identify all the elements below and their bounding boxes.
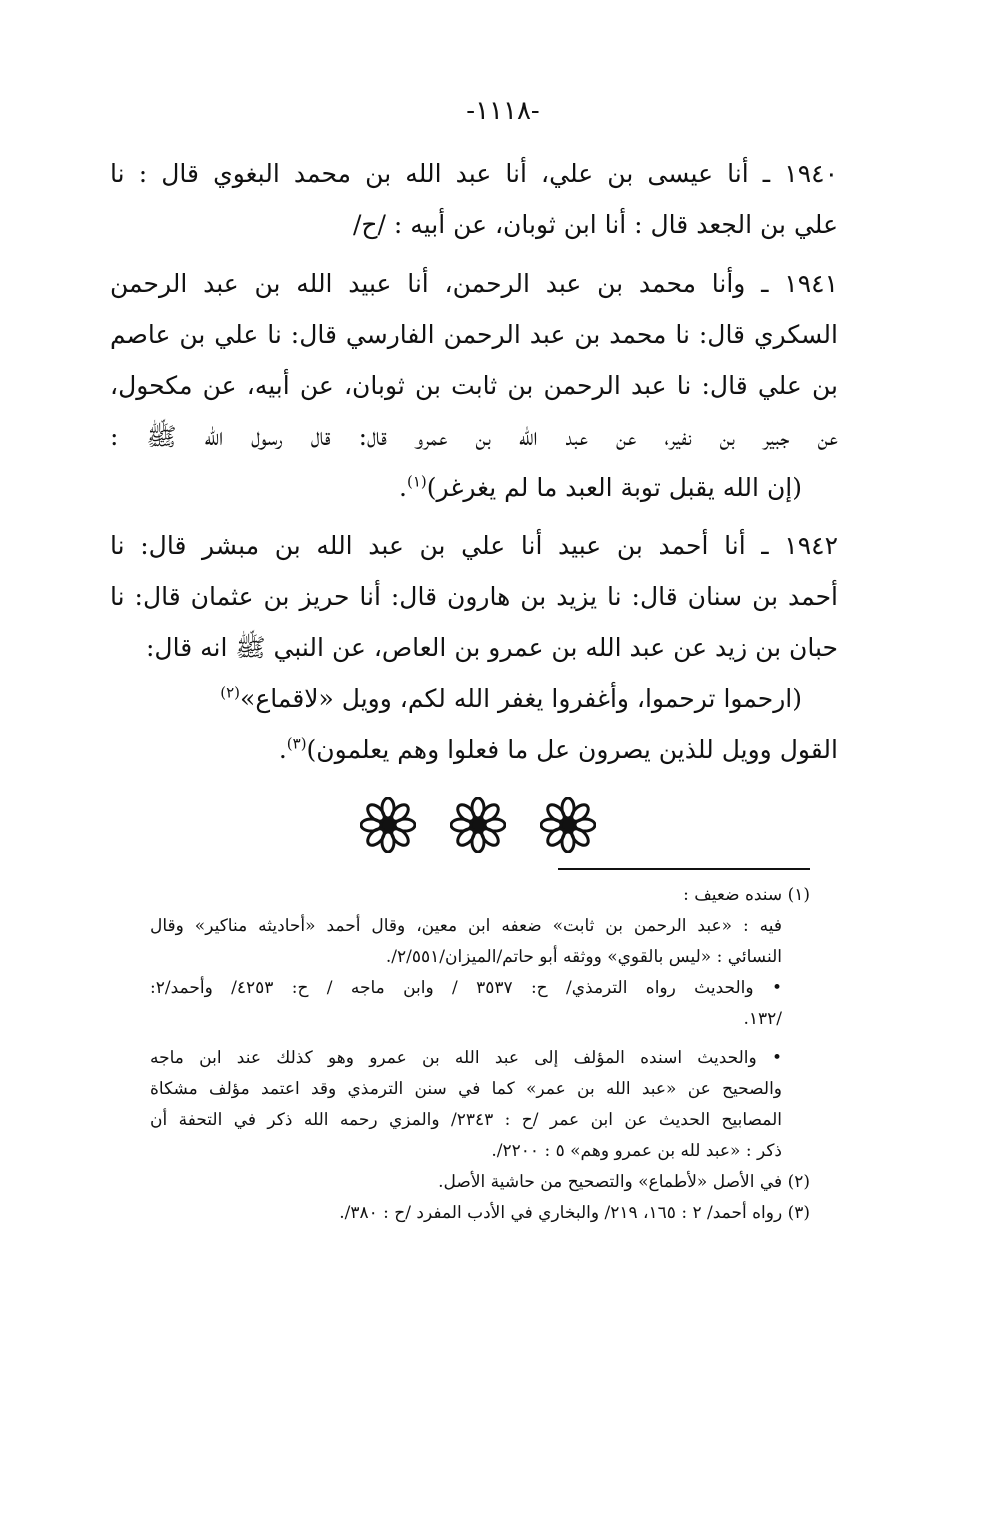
hadith-line: ١٩٤٢ ـ أنا أحمد بن عبيد أنا علي بن عبد الله بن مبشر قال: نا [110,531,838,560]
quote-end: . [278,735,287,764]
hadith-line: ١٩٤١ ـ وأنا محمد بن عبد الرحمن، أنا عبيد الله بن عبد الرحمن [110,269,838,298]
footnote-1-title: (١) سنده ضعيف : [683,885,810,905]
footnote-marker: (٣) [286,734,307,753]
footnote-line: • والحديث رواه الترمذي/ ح: ٣٥٣٧ / وابن ماجه / ح: ٤٢٥٣/ وأحمد/٢: [150,978,782,998]
footnote-marker: (٢) [220,683,241,702]
hadith-1942 [110,520,838,775]
footnote-line: النسائي : «ليس بالقوي» ووثقه أبو حاتم/الميزان/٢/٥٥١/. [385,947,782,967]
hadith-quote-cont [110,724,838,775]
flower-ornament-icon [450,797,506,853]
footnote-line: والصحيح عن «عبد الله بن عمر» كما في سنن الترمذي وقد اعتمد مؤلف مشكاة [150,1079,782,1099]
flower-ornament-icon [540,797,596,853]
quote-text: القول وويل للذين يصرون عل ما فعلوا وهم يعلمون) [306,735,838,764]
hadith-quote [110,462,838,513]
footnote-2: (٢) في الأصل «لأطماع» والتصحيح من حاشية الأصل. [438,1172,810,1192]
flower-ornament-icon [360,797,416,853]
footnote-marker: (١) [406,472,427,491]
hadith-1941 [110,258,838,513]
hadith-line: السكري قال: نا محمد بن عبد الرحمن الفارسي قال: نا علي بن عاصم [110,320,838,349]
section-divider-ornaments [360,795,596,855]
hadith-quote [110,673,838,724]
quote-text: (ارحموا ترحموا، وأغفروا يغفر الله لكم، وويل «لاقماع» [240,684,802,713]
page-number: -١١١٨- [466,96,540,126]
hadith-line: علي بن الجعد قال : أنا ابن ثوبان، عن أبيه : /ح/ [352,210,838,239]
footnote-3: (٣) رواه أحمد/ ٢ : ١٦٥، ٢١٩/ والبخاري في الأدب المفرد /ح : ٣٨٠/. [339,1203,810,1223]
hadith-line: حبان بن زيد عن عبد الله بن عمرو بن العاص، عن النبي ﷺ انه قال: [146,633,838,662]
footnote-line: ذكر : «عبد لله بن عمرو وهم» ٥ : ٢٢٠٠/. [491,1141,782,1161]
footnote-line: فيه : «عبد الرحمن بن ثابت» ضعفه ابن معين، وقال أحمد «أحاديثه مناكير» وقال [150,916,782,936]
footnote-line: /١٣٢. [743,1009,782,1029]
quote-text: (إن الله يقبل توبة العبد ما لم يغرغر) [426,473,802,502]
quote-end: . [399,473,407,502]
footnotes [150,880,810,1229]
hadith-line: عن جبير بن نفير، عن عبد الله بن عمرو قال: قال رسول الله ﷺ : [110,422,838,451]
hadith-1940 [110,148,838,250]
hadith-line: بن علي قال: نا عبد الرحمن بن ثابت بن ثوبان، عن أبيه، عن مكحول، [110,371,838,400]
footnote-line: المصابيح الحديث عن ابن عمر /ح : ٢٣٤٣/ والمزي رحمه الله ذكر في التحفة أن [150,1110,782,1130]
footnote-separator [558,868,810,870]
footnote-line: • والحديث اسنده المؤلف إلى عبد الله بن عمرو وهو كذلك عند ابن ماجه [150,1048,782,1068]
hadith-line: أحمد بن سنان قال: نا يزيد بن هارون قال: أنا حريز بن عثمان قال: نا [110,582,838,611]
hadith-line: ١٩٤٠ ـ أنا عيسى بن علي، أنا عبد الله بن محمد البغوي قال : نا [110,159,838,188]
